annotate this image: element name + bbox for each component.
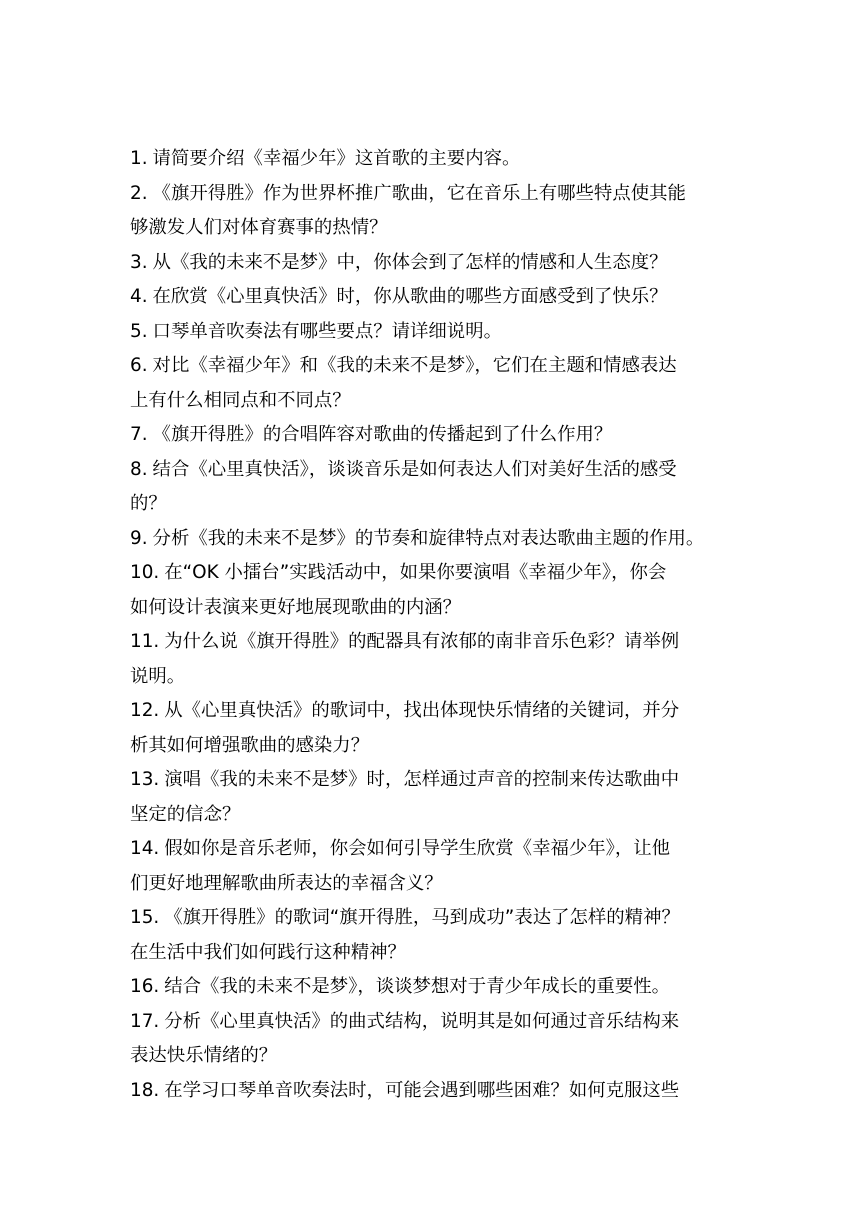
- question-text: 从《我的未来不是梦》中，你体会到了怎样的情感和人生态度？: [152, 251, 668, 273]
- question-number: 10.: [130, 562, 160, 583]
- question-item: [130, 315, 732, 350]
- question-item: [130, 1005, 732, 1040]
- question-item: [130, 418, 732, 453]
- question-continuation: [130, 384, 732, 419]
- question-continuation: [130, 211, 732, 246]
- question-item: [130, 625, 732, 660]
- question-item: [130, 556, 732, 591]
- question-text: 坚定的信念？: [130, 803, 241, 825]
- question-text: 如何设计表演来更好地展现歌曲的内涵？: [130, 596, 462, 618]
- question-number: 18.: [130, 1079, 160, 1101]
- question-text: 在生活中我们如何践行这种精神？: [130, 941, 406, 963]
- question-list: [130, 142, 732, 1108]
- question-text: 析其如何增强歌曲的感染力？: [130, 734, 370, 756]
- question-continuation: [130, 729, 732, 764]
- question-item: [130, 280, 732, 315]
- question-text: 为什么说《旗开得胜》的配器具有浓郁的南非音乐色彩？请举例: [164, 631, 680, 652]
- question-continuation: [130, 487, 732, 522]
- question-text: 结合《心里真快活》，谈谈音乐是如何表达人们对美好生活的感受: [152, 458, 677, 480]
- question-item: [130, 522, 732, 557]
- question-number: 13.: [130, 769, 160, 790]
- question-continuation: [130, 936, 732, 971]
- question-text: 《旗开得胜》的歌词“旗开得胜，马到成功”表达了怎样的精神？: [164, 907, 680, 928]
- question-number: 8.: [130, 458, 148, 480]
- question-number: 6.: [130, 355, 148, 376]
- question-text: 在“OK 小擂台”实践活动中，如果你要演唱《幸福少年》，你会: [164, 562, 667, 583]
- question-number: 16.: [130, 976, 160, 997]
- question-item: [130, 453, 732, 488]
- question-number: 9.: [130, 527, 148, 549]
- question-item: [130, 763, 732, 798]
- question-text: 《旗开得胜》的合唱阵容对歌曲的传播起到了什么作用？: [152, 424, 613, 445]
- question-number: 17.: [130, 1010, 160, 1032]
- question-item: [130, 832, 732, 867]
- question-item: [130, 1074, 732, 1109]
- question-item: [130, 349, 732, 384]
- question-number: 4.: [130, 286, 148, 307]
- question-continuation: [130, 798, 732, 833]
- question-continuation: [130, 660, 732, 695]
- question-number: 11.: [130, 631, 160, 652]
- question-text: 在学习口琴单音吹奏法时，可能会遇到哪些困难？如何克服这些: [164, 1079, 680, 1101]
- question-text: 演唱《我的未来不是梦》时，怎样通过声音的控制来传达歌曲中: [164, 769, 680, 790]
- question-number: 7.: [130, 424, 148, 445]
- question-number: 15.: [130, 907, 160, 928]
- question-number: 3.: [130, 251, 148, 273]
- question-item: [130, 901, 732, 936]
- question-text: 说明。: [130, 665, 186, 687]
- question-continuation: [130, 1039, 732, 1074]
- question-number: 5.: [130, 320, 148, 342]
- question-text: 《旗开得胜》作为世界杯推广歌曲，它在音乐上有哪些特点使其能: [152, 182, 686, 204]
- question-text: 的？: [130, 493, 167, 514]
- question-text: 分析《我的未来不是梦》的节奏和旋律特点对表达歌曲主题的作用。: [152, 527, 705, 549]
- question-continuation: [130, 591, 732, 626]
- question-text: 够激发人们对体育赛事的热情？: [130, 217, 388, 238]
- question-item: [130, 142, 732, 177]
- question-text: 对比《幸福少年》和《我的未来不是梦》，它们在主题和情感表达: [152, 355, 677, 376]
- question-item: [130, 970, 732, 1005]
- question-text: 上有什么相同点和不同点？: [130, 389, 351, 411]
- question-text: 请简要介绍《幸福少年》这首歌的主要内容。: [152, 148, 521, 169]
- question-text: 口琴单音吹奏法有哪些要点？请详细说明。: [152, 320, 502, 342]
- question-text: 假如你是音乐老师，你会如何引导学生欣赏《幸福少年》，让他: [164, 838, 670, 859]
- question-text: 从《心里真快活》的歌词中，找出体现快乐情绪的关键词，并分: [164, 700, 680, 721]
- question-text: 结合《我的未来不是梦》，谈谈梦想对于青少年成长的重要性。: [164, 976, 670, 997]
- question-number: 12.: [130, 700, 160, 721]
- question-item: [130, 246, 732, 281]
- question-number: 14.: [130, 838, 160, 859]
- question-item: [130, 694, 732, 729]
- question-number: 1.: [130, 148, 148, 169]
- question-item: [130, 177, 732, 212]
- question-text: 表达快乐情绪的？: [130, 1045, 278, 1066]
- question-continuation: [130, 867, 732, 902]
- question-number: 2.: [130, 182, 148, 204]
- question-text: 在欣赏《心里真快活》时，你从歌曲的哪些方面感受到了快乐？: [152, 286, 668, 307]
- question-text: 们更好地理解歌曲所表达的幸福含义？: [130, 872, 443, 894]
- question-text: 分析《心里真快活》的曲式结构，说明其是如何通过音乐结构来: [164, 1010, 680, 1032]
